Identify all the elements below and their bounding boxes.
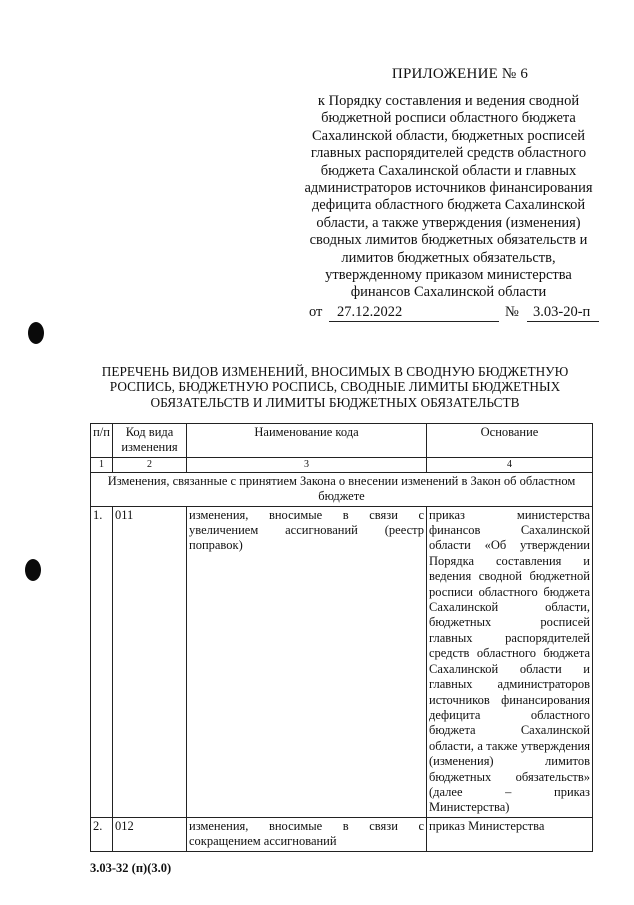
column-numbers-row (91, 457, 593, 472)
appendix-line: сводных лимитов бюджетных обязательств и (309, 232, 588, 249)
column-header-code: Код вида изменения (113, 424, 187, 458)
order-date: 27.12.2022 (329, 304, 499, 322)
column-number: 2 (113, 457, 187, 472)
code-name: изменения, вносимые в связи с сокращением ассигнований (187, 817, 427, 851)
appendix-title: ПРИЛОЖЕНИЕ № 6 (391, 66, 529, 82)
row-number: 2. (91, 817, 113, 851)
appendix-line: главных распорядителей средств областного (310, 145, 587, 162)
appendix-description (286, 93, 611, 302)
appendix-line: дефицита областного бюджета Сахалинской (311, 197, 586, 214)
change-code: 012 (113, 817, 187, 851)
changes-table (90, 423, 593, 852)
number-label: № (505, 304, 519, 320)
column-number: 4 (427, 457, 593, 472)
appendix-line: Сахалинской области, бюджетных росписей (311, 127, 586, 144)
order-number: 3.03-20-п (527, 304, 599, 322)
column-header-name: Наименование кода (187, 424, 427, 458)
list-title (95, 364, 575, 410)
appendix-line: лимитов бюджетных обязательств, (341, 249, 556, 266)
section-row (91, 472, 593, 506)
column-header-number: п/п (91, 424, 113, 458)
table-row (91, 506, 593, 817)
table-row (91, 817, 593, 851)
appendix-line: бюджетной росписи областного бюджета (321, 110, 576, 127)
row-number: 1. (91, 506, 113, 817)
appendix-line: утвержденному приказом министерства (325, 267, 572, 284)
section-title: Изменения, связанные с принятием Закона о внесении изменений в Закон об областном бюджете (91, 472, 593, 506)
basis: приказ Министерства (427, 817, 593, 851)
column-number: 3 (187, 457, 427, 472)
appendix-line: финансов Сахалинской области (350, 284, 547, 301)
appendix-line: бюджета Сахалинской области и главных (320, 162, 577, 179)
basis: приказ министерства финансов Сахалинской области «Об утверждении Порядка составления и ведения сводной бюджетной росписи областного бюджета Сахалинской области, бюджетных росписей главных распорядителей средств областного бюджета Сахалинской области и главных администраторов источников финансирования дефицита областного бюджета Сахалинской области, а также утверждения (изменения) лимитов бюджетных обязательств» (далее – приказ Министерства) (427, 506, 593, 817)
list-title-line: РОСПИСЬ, БЮДЖЕТНУЮ РОСПИСЬ, СВОДНЫЕ ЛИМИТЫ БЮДЖЕТНЫХ (109, 379, 561, 395)
table-header-row (91, 424, 593, 458)
punch-hole-top (28, 322, 44, 344)
punch-hole-bottom (25, 559, 41, 581)
list-title-line: ПЕРЕЧЕНЬ ВИДОВ ИЗМЕНЕНИЙ, ВНОСИМЫХ В СВОДНУЮ БЮДЖЕТНУЮ (101, 364, 569, 379)
column-header-basis: Основание (427, 424, 593, 458)
appendix-line: к Порядку составления и ведения сводной (317, 93, 580, 109)
document-code: 3.03-32 (п)(3.0) (90, 861, 172, 875)
appendix-line: области, а также утверждения (изменения) (316, 214, 581, 231)
column-number: 1 (91, 457, 113, 472)
code-name: изменения, вносимые в связи с увеличением ассигнований (реестр поправок) (187, 506, 427, 817)
appendix-line: администраторов источников финансирования (304, 180, 593, 197)
change-code: 011 (113, 506, 187, 817)
date-label: от (309, 304, 323, 320)
order-date-line (309, 304, 609, 324)
list-title-line: ОБЯЗАТЕЛЬСТВ И ЛИМИТЫ БЮДЖЕТНЫХ ОБЯЗАТЕЛЬСТВ (150, 394, 520, 410)
